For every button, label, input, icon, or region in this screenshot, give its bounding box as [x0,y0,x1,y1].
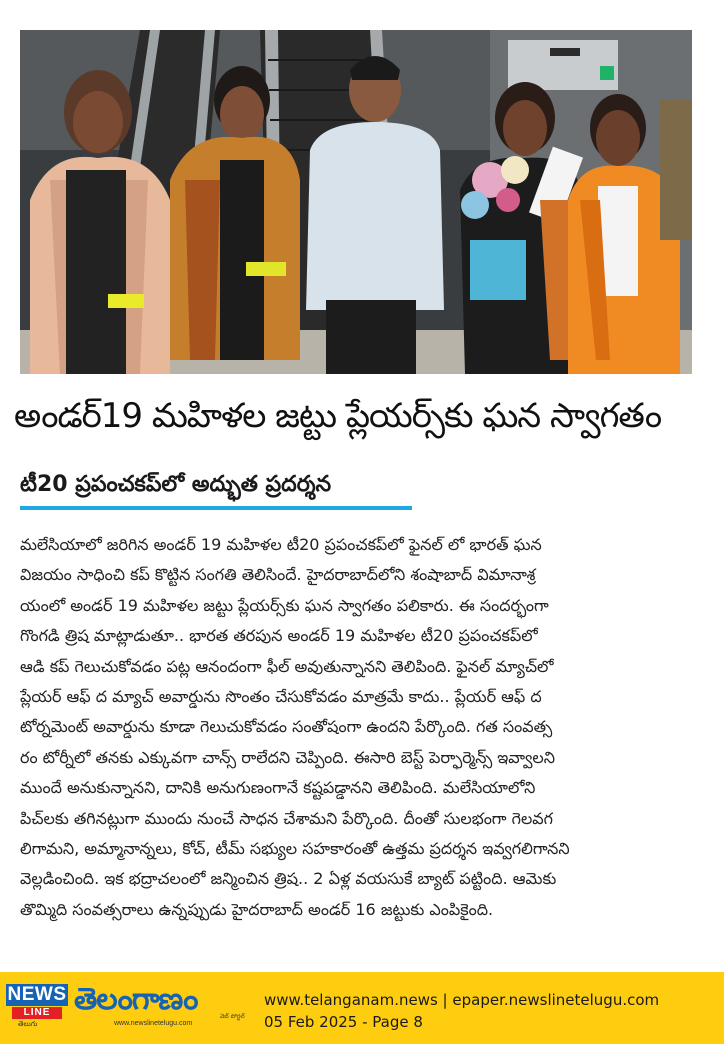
top-strip [0,0,724,8]
body-line: ప్లేయర్ ఆఫ్ ద మ్యాచ్ అవార్డును సొంతం చేసుకోవడం మాత్రమే కాదు.. ప్లేయర్ ఆఫ్ ద [20,686,542,706]
body-line: యంలో అండర్ 19 మహిళల జట్టు ప్లేయర్స్‌కు ఘన స్వాగతం పలికారు. ఈ సందర్భంగా [20,595,549,615]
body-line: వెల్లడించింది. ఇక భద్రాచలంలో జన్మించిన త్రిష.. 2 ఏళ్ల వయసుకే బ్యాట్ పట్టింది. ఆమెకు [20,869,557,889]
body-line: గొంగడి త్రిష మాట్లాడుతూ.. భారత తరపున అండర్ 19 మహిళల టీ20 ప్రపంచకప్‌లో [20,626,538,646]
logo-line-text: LINE [12,1007,62,1019]
footer-website-links[interactable]: www.telanganam.news | epaper.newslinetelugu.com [264,991,660,1009]
body-line: పిచ్‌లకు తగినట్లుగా ముందు నుంచే సాధన చేశామని పేర్కొంది. దీంతో సులభంగా గెలవగ [20,808,554,828]
news-photo [20,30,692,374]
body-line: టోర్నమెంట్ అవార్డును కూడా గెలుచుకోవడం సంతోషంగా ఉందని పేర్కొంది. గత సంవత్స [20,717,553,737]
footer-date-page: 05 Feb 2025 - Page 8 [264,1013,423,1031]
body-line: తొమ్మిది సంవత్సరాలు ఉన్నప్పుడు హైదరాబాద్ అండర్ 16 జట్టుకు ఎంపికైంది. [20,899,494,919]
subheadline-underline [20,506,412,510]
logo-tagline: తెలుగు [18,1020,38,1028]
article-headline: అండర్19 మహిళల జట్టు ప్లేయర్స్‌కు ఘన స్వాగతం [14,396,662,436]
masthead-tagline: వెబ్ పోర్టల్ [220,1013,245,1020]
masthead-url: www.newslinetelugu.com [114,1020,193,1027]
footer-bar [0,972,724,1044]
body-line: మలేసియాలో జరిగిన అండర్ 19 మహిళల టీ20 ప్రపంచకప్‌లో ఫైనల్ లో భారత్ ఘన [20,535,542,554]
body-line: ఆడి కప్ గెలుచుకోవడం పట్ల ఆనందంగా ఫీల్ అవుతున్నానని తెలిపింది. ఫైనల్ మ్యాచ్‌లో [20,656,554,676]
article-subheadline: టీ20 ప్రపంచకప్‌లో అద్భుత ప్రదర్శన [20,472,332,497]
body-line: ముందే అనుకున్నానని, దానికి అనుగుణంగానే కష్టపడ్డానని తెలిపింది. మలేసియాలోని [20,778,536,798]
logo-news-text: NEWS [7,984,67,1005]
telanganam-masthead[interactable] [74,980,254,1032]
body-line: లిగామని, అమ్మానాన్నలు, కోచ్, టీమ్ సభ్యుల సహకారంతో ఉత్తమ ప్రదర్శన ఇవ్వగలిగానని [20,838,570,858]
article-body [20,530,704,925]
newsline-logo[interactable] [6,984,68,1028]
masthead-title: తెలంగాణం [74,982,198,1017]
body-line: రం టోర్నీలో తనకు ఎక్కువగా చాన్స్ రాలేదని చెప్పింది. ఈసారి బెస్ట్ పెర్ఫార్మెన్స్ ఇవ్వాలని [20,747,555,767]
body-line: విజయం సాధించి కప్ కొట్టిన సంగతి తెలిసిందే. హైదరాబాద్‌లోని శంషాబాద్ విమానాశ్ర [20,565,536,585]
